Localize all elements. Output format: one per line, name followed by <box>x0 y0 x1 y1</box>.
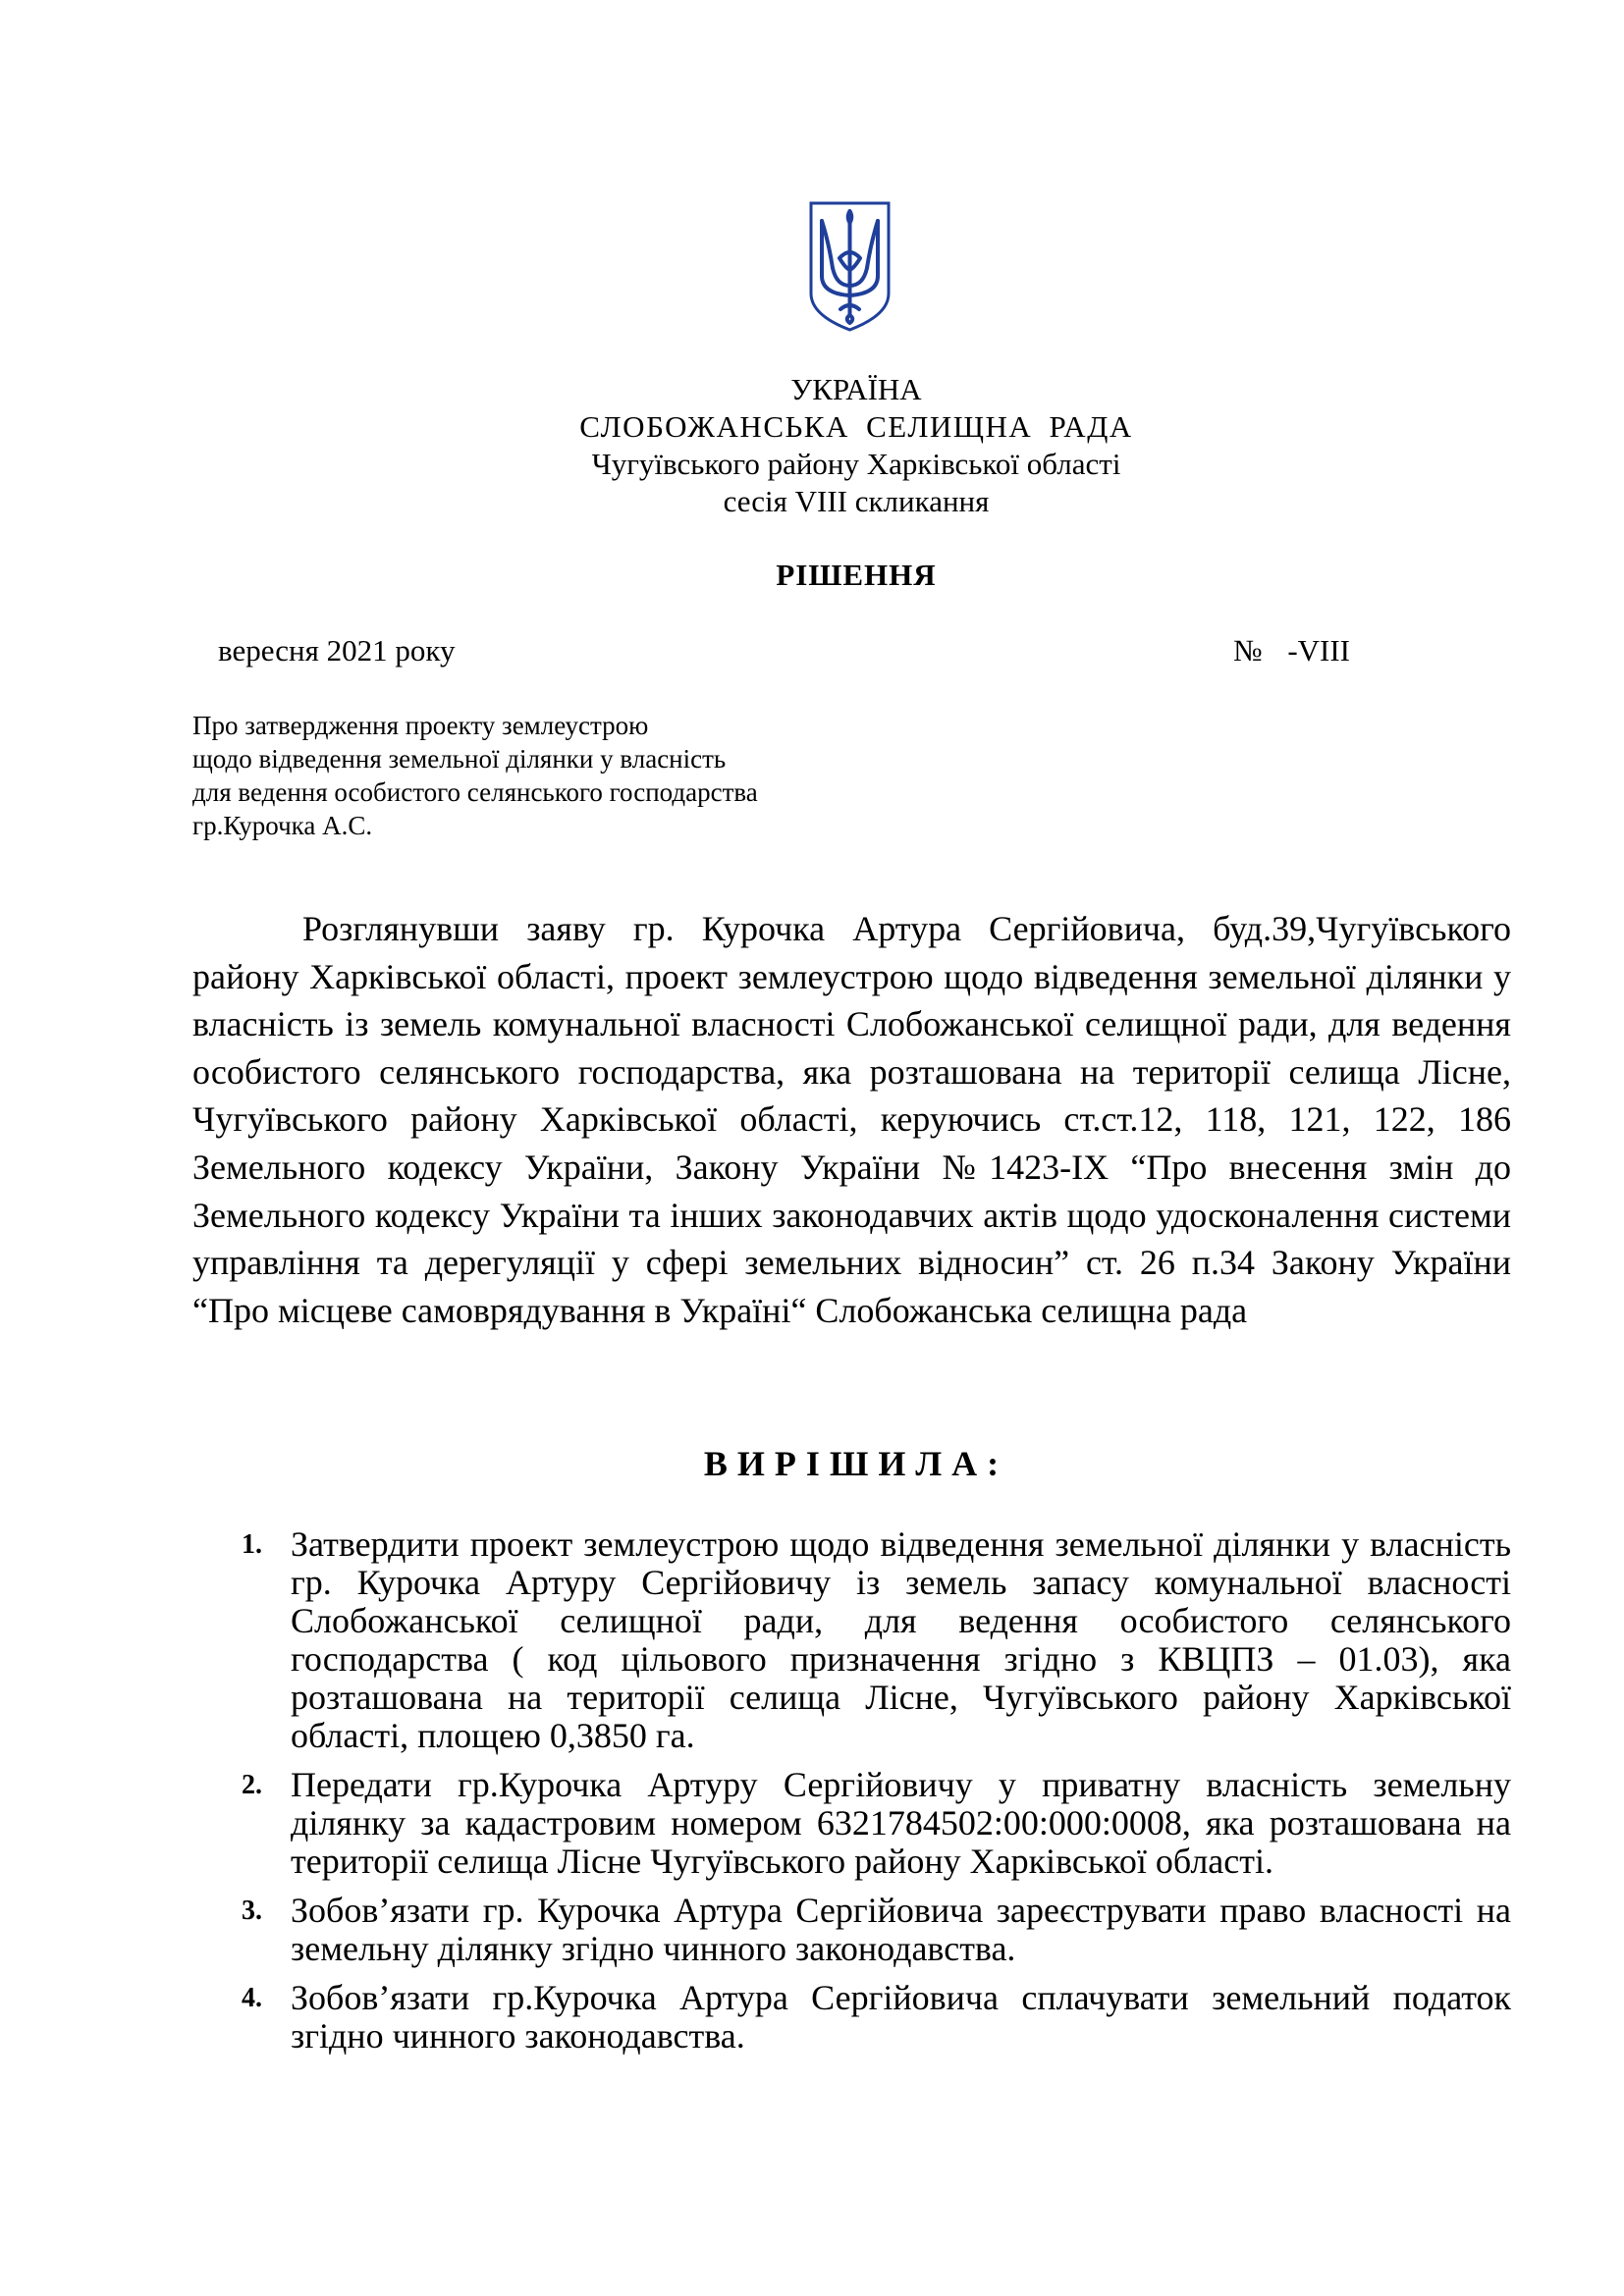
header-district: Чугуївського району Харківської області <box>591 447 1121 481</box>
item-number: 4. <box>242 1983 262 2013</box>
item-number: 1. <box>242 1529 262 1560</box>
ukraine-coat-of-arms-icon <box>807 199 893 334</box>
item-text: Зобов’язати гр. Курочка Артура Сергійовича зареєструвати право власності на земельну ділянку згідно чинного законодавства. <box>291 1891 1511 1968</box>
item-text: Передати гр.Курочка Артуру Сергійовичу у приватну власність земельну ділянку за кадастровим номером 6321784502:00:000:0008, яка розташована на території селища Лісне Чугуївського району Харківської області. <box>291 1765 1511 1881</box>
document-title: РІШЕННЯ <box>776 558 937 592</box>
resolution-item <box>242 1892 1511 1968</box>
resolution-list <box>242 1525 1511 2066</box>
header-country: УКРАЇНА <box>790 372 922 406</box>
subject-line: гр.Курочка А.С. <box>192 811 373 840</box>
resolution-item <box>242 1766 1511 1881</box>
item-text: Затвердити проект землеустрою щодо відведення земельної ділянки у власність гр. Курочка Артуру Сергійовичу із земель запасу комунальної власності Слобожанської селищної ради, для ведення особистого селянського господарства ( код цільового призначення згідно з КВЦПЗ – 01.03), яка розташована на території селища Лісне, Чугуївського району Харківської області, площею 0,3850 га. <box>291 1524 1511 1755</box>
item-text: Зобов’язати гр.Курочка Артура Сергійовича сплачувати земельний податок згідно чинного законодавства. <box>291 1978 1511 2056</box>
item-number: 3. <box>242 1896 262 1926</box>
subject-block <box>192 709 939 842</box>
decision-date: вересня 2021 року <box>218 633 456 667</box>
header-council: СЛОБОЖАНСЬКА СЕЛИЩНА РАДА <box>579 409 1133 444</box>
subject-line: Про затвердження проекту землеустрою <box>192 711 649 740</box>
subject-line: щодо відведення земельної ділянки у власність <box>192 744 727 774</box>
resolved-heading: ВИРІШИЛА: <box>703 1444 1009 1483</box>
resolution-item <box>242 1525 1511 1755</box>
decision-number: № -VIII <box>1233 633 1351 667</box>
header-session: сесія VIII скликання <box>723 484 990 518</box>
preamble-paragraph: Розглянувши заяву гр. Курочка Артура Сергійовича, буд.39,Чугуївського району Харківської області, проект землеустрою щодо відведення земельної ділянки у власність із земель комунальної власності Слобожанської селищної ради, для ведення особистого селянського господарства, яка розташована на території селища Лісне, Чугуївського району Харківської області, керуючись ст.ст.12, 118, 121, 122, 186 Земельного кодексу України, Закону України №1423-IX “Про внесення змін до Земельного кодексу України та інших законодавчих актів щодо удосконалення системи управління та дерегуляції у сфері земельних відносин” ст. 26 п.34 Закону України “Про місцеве самоврядування в Україні“ Слобожанська селищна рада <box>192 909 1511 1330</box>
resolution-item <box>242 1979 1511 2056</box>
item-number: 2. <box>242 1770 262 1800</box>
subject-line: для ведення особистого селянського господарства <box>192 777 758 807</box>
